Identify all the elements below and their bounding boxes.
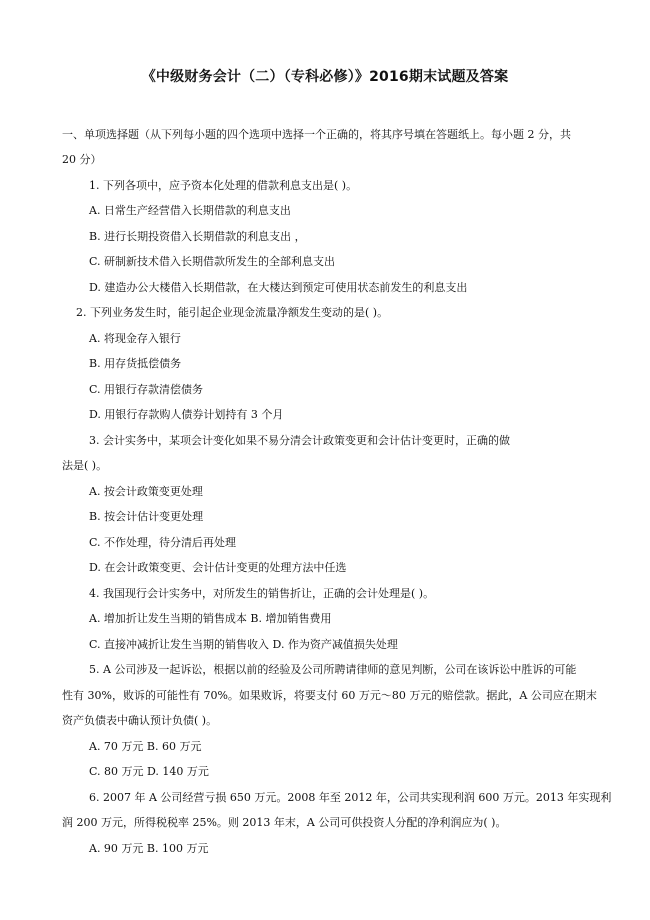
question-2-option-b: B. 用存货抵偿债务 — [89, 357, 182, 370]
question-6-stem-cont: 润 200 万元，所得税税率 25%。则 2013 年末，A 公司可供投资人分配的净利润应为( )。 — [62, 816, 507, 829]
question-4-options-cd: C. 直接冲减折让发生当期的销售收入 D. 作为资产减值损失处理 — [89, 638, 398, 651]
question-3-stem: 3. 会计实务中，某项会计变化如果不易分清会计政策变更和会计估计变更时，正确的做 — [89, 434, 510, 447]
question-5-stem-cont-2: 资产负债表中确认预计负债( )。 — [62, 714, 218, 727]
question-2-stem: 2. 下列业务发生时，能引起企业现金流量净额发生变动的是( )。 — [76, 306, 389, 319]
question-3-option-d: D. 在会计政策变更、会计估计变更的处理方法中任选 — [89, 561, 347, 574]
question-5-options-cd: C. 80 万元 D. 140 万元 — [89, 765, 209, 778]
question-6-options-ab: A. 90 万元 B. 100 万元 — [89, 842, 209, 855]
question-1-option-c: C. 研制新技术借入长期借款所发生的全部利息支出 — [89, 255, 336, 268]
section-heading: 一、单项选择题（从下列每小题的四个选项中选择一个正确的，将其序号填在答题纸上。每小题 2 分，共 — [62, 128, 571, 141]
question-1-option-b: B. 进行长期投资借入长期借款的利息支出 ， — [89, 230, 306, 243]
question-1-option-a: A. 日常生产经营借入长期借款的利息支出 — [89, 204, 291, 217]
question-3-stem-cont: 法是( )。 — [62, 459, 108, 472]
question-6-stem: 6. 2007 年 A 公司经营亏损 650 万元。2008 年至 2012 年，公司共实现利润 600 万元。2013 年实现利 — [89, 791, 612, 804]
section-heading-cont: 20 分） — [62, 153, 102, 166]
question-3-option-b: B. 按会计估计变更处理 — [89, 510, 204, 523]
question-5-stem: 5. A 公司涉及一起诉讼，根据以前的经验及公司所聘请律师的意见判断，公司在该诉讼中胜诉的可能 — [89, 663, 577, 676]
question-2-option-c: C. 用银行存款清偿债务 — [89, 383, 204, 396]
question-1-option-d: D. 建造办公大楼借入长期借款，在大楼达到预定可使用状态前发生的利息支出 — [89, 281, 468, 294]
question-3-option-c: C. 不作处理，待分清后再处理 — [89, 536, 237, 549]
question-2-option-d: D. 用银行存款购人债券计划持有 3 个月 — [89, 408, 284, 421]
question-5-options-ab: A. 70 万元 B. 60 万元 — [89, 740, 202, 753]
question-3-option-a: A. 按会计政策变更处理 — [89, 485, 203, 498]
question-2-option-a: A. 将现金存入银行 — [89, 332, 181, 345]
question-4-options-ab: A. 增加折让发生当期的销售成本 B. 增加销售费用 — [89, 612, 332, 625]
page-title: 《中级财务会计（二）（专科必修）》2016期末试题及答案 — [141, 69, 509, 85]
question-1-stem: 1. 下列各项中，应予资本化处理的借款利息支出是( )。 — [89, 179, 358, 192]
question-5-stem-cont: 性有 30%，败诉的可能性有 70%。如果败诉，将要支付 60 万元～80 万元的赔偿款。据此，A 公司应在期末 — [62, 689, 597, 702]
question-4-stem: 4. 我国现行会计实务中，对所发生的销售折让，正确的会计处理是( )。 — [89, 587, 435, 600]
